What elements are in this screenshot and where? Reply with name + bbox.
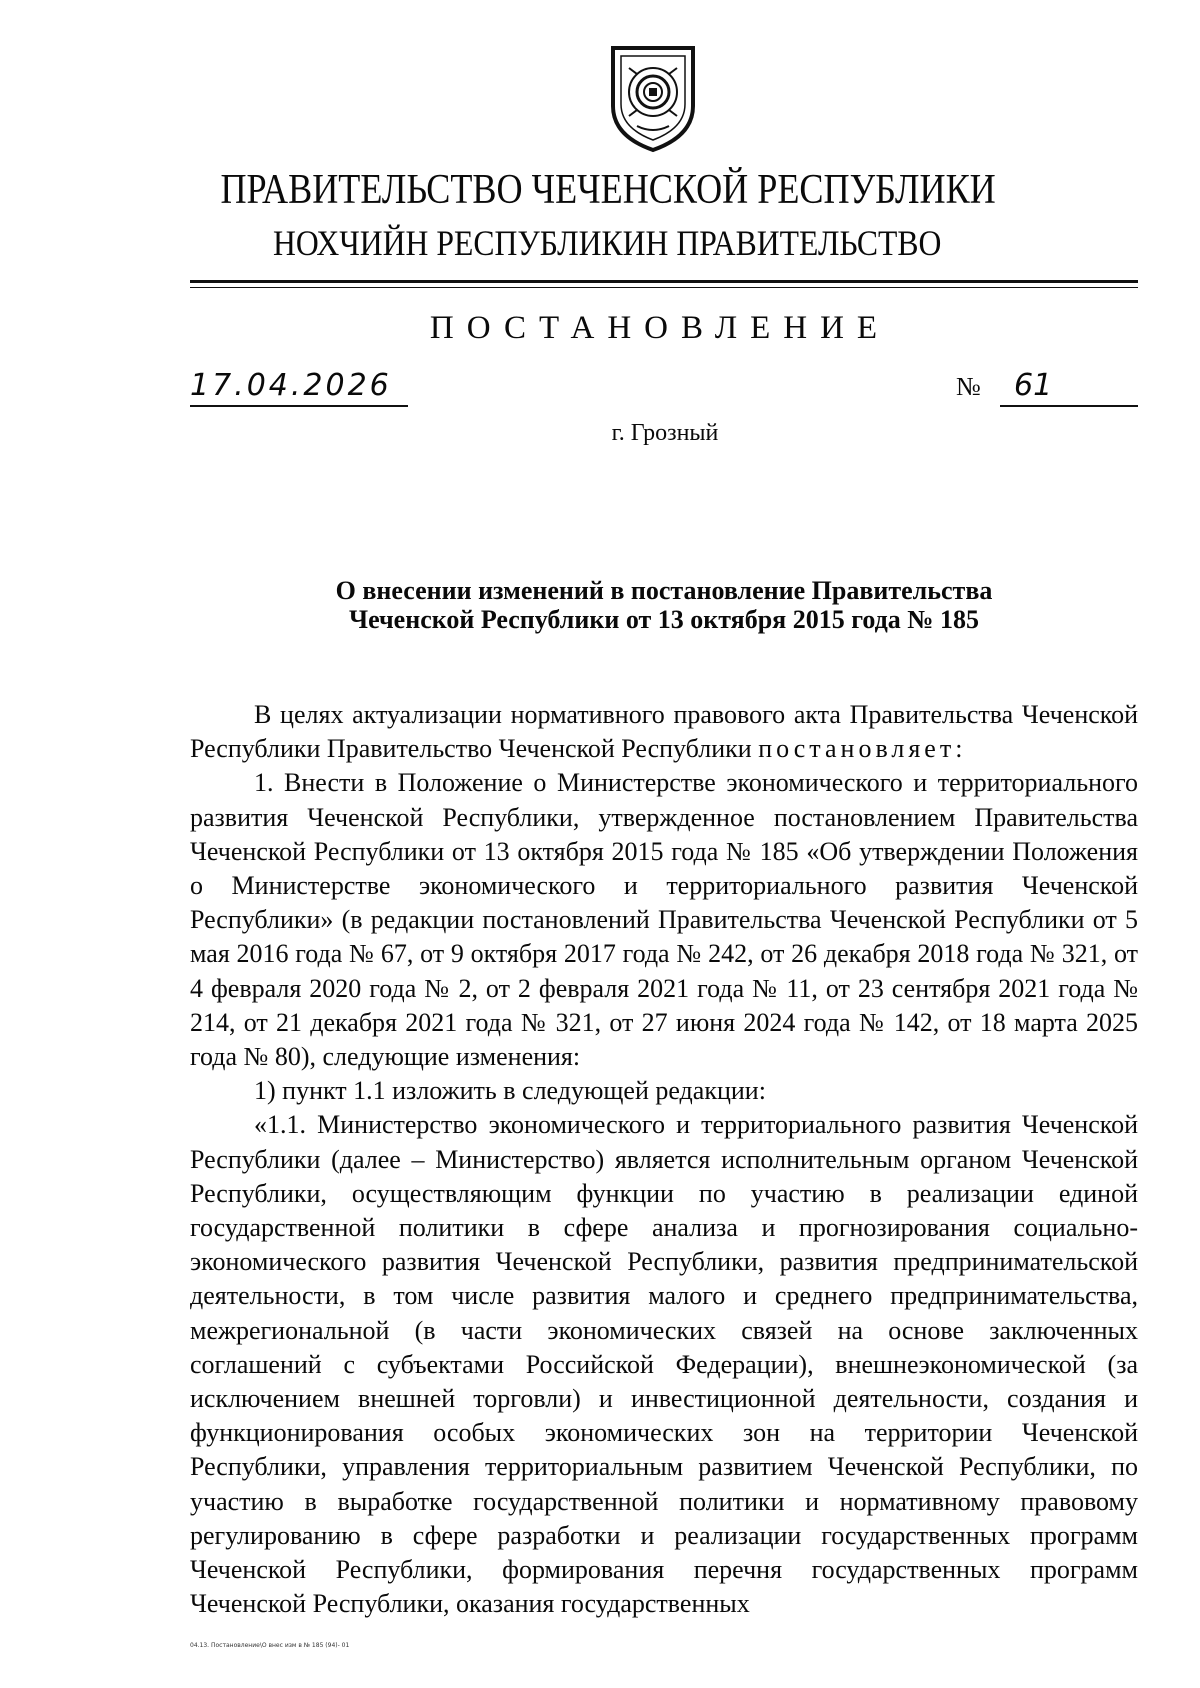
item-1-paragraph: 1. Внести в Положение о Министерстве экономического и территориального развития Чеченской Республики, утвержденное постановлением Правительства Чеченской Республики от 13 октября 2015 года № 185 «Об утверждении Положения о Министерстве экономического и территориального развития Чеченской Республики» (в редакции постановлений Правительства Чеченской Республики от 5 мая 2016 года № 67, от 9 октября 2017 года № 242, от 26 декабря 2018 года № 321, от 4 февраля 2020 года № 2, от 2 февраля 2021 года № 11, от 23 сентября 2021 года № 214, от 21 декабря 2021 года № 321, от 27 июня 2024 года № 142, от 18 марта 2025 года № 80), следующие изменения:: [190, 768, 1138, 1072]
file-reference-footer: 04.13. Постановление\О внес изм в № 185 (94)- 01: [190, 1642, 350, 1649]
title-line-2: Чеченской Республики от 13 октября 2015 года № 185: [349, 605, 979, 634]
document-title: [190, 576, 1138, 634]
document-type-heading: ПОСТАНОВЛЕНИЕ: [429, 310, 891, 346]
document-body: [190, 698, 1138, 1621]
government-name-chechen: НОХЧИЙН РЕСПУБЛИКИН ПРАВИТЕЛЬСТВО: [273, 223, 942, 263]
resolves-word: постановляет:: [758, 734, 967, 764]
preamble-text: В целях актуализации нормативного правового акта Правительства Чеченской Республики Правительство Чеченской Республики: [190, 700, 1138, 764]
document-date: 17.04.2026: [190, 368, 408, 407]
government-name-russian: ПРАВИТЕЛЬСТВО ЧЕЧЕНСКОЙ РЕСПУБЛИКИ: [220, 167, 996, 213]
header-divider-thin: [190, 287, 1138, 288]
header-divider-thick: [190, 280, 1138, 283]
document-number: 61: [1000, 368, 1138, 407]
subitem-1-paragraph: 1) пункт 1.1 изложить в следующей редакции:: [254, 1076, 766, 1106]
coat-of-arms-emblem: [607, 44, 699, 154]
clause-1-1-paragraph: «1.1. Министерство экономического и территориального развития Чеченской Республики (далее – Министерство) является исполнительным органом Чеченской Республики, осуществляющим функции по участию в реализации единой государственной политики в сфере анализа и прогнозирования социально-экономического развития Чеченской Республики, развития предпринимательской деятельности, в том числе развития малого и среднего предпринимательства, межрегиональной (в части экономических связей на основе заключенных соглашений с субъектами Российской Федерации), внешнеэкономической (за исключением внешней торговли) и инвестиционной деятельности, создания и функционирования особых экономических зон на территории Чеченской Республики, управления территориальным развитием Чеченской Республики, по участию в выработке государственной политики и нормативному правовому регулированию в сфере разработки и реализации государственных программ Чеченской Республики, формирования перечня государственных программ Чеченской Республики, оказания государственных: [190, 1110, 1138, 1619]
city-of-issue: г. Грозный: [611, 420, 719, 446]
number-sign: №: [956, 372, 981, 401]
title-line-1: О внесении изменений в постановление Правительства: [335, 576, 993, 605]
preamble-paragraph: [190, 698, 1138, 766]
